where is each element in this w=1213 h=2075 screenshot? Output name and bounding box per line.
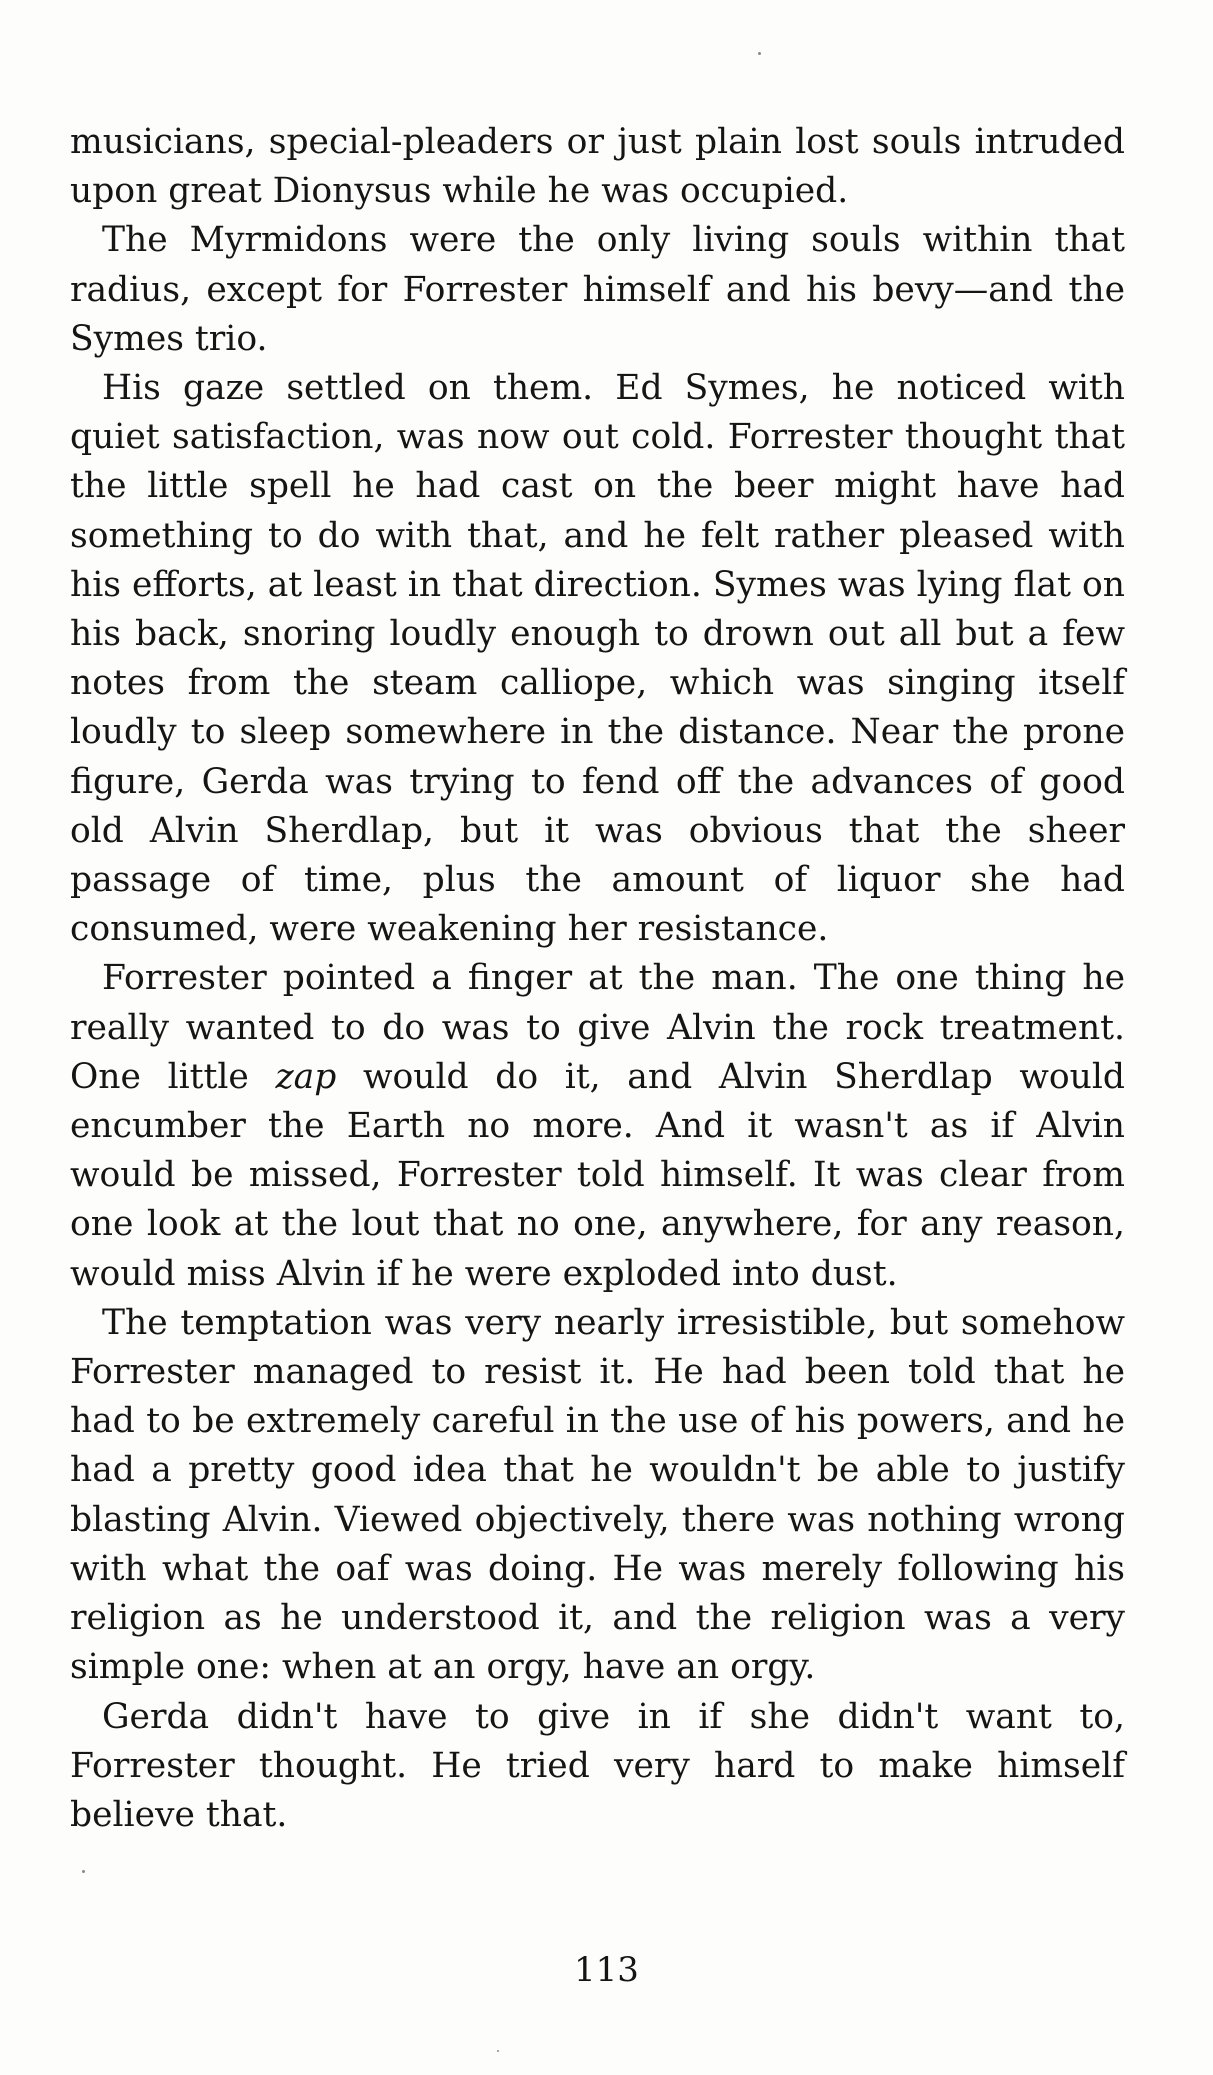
italic-word-zap: zap bbox=[275, 1056, 337, 1097]
paragraph-4-part-1: Forrester pointed a finger at the man. The one thing he really wanted to do was to give Alvin the rock treatment. One little bbox=[70, 958, 1125, 1097]
page-number: 113 bbox=[574, 1950, 639, 1990]
scan-speck bbox=[758, 52, 761, 55]
paragraph-1: musicians, special-pleaders or just plain lost souls intruded upon great Dionysus while he was occupied. bbox=[70, 122, 1125, 212]
paragraph-5: The temptation was very nearly irresistible, but somehow Forrester managed to resist it. He had been told that he had to be extremely careful in the use of his powers, and he had a pretty good idea that he wouldn't be able to justify blasting Alvin. Viewed objectively, there was nothing wrong with what the oaf was doing. He was merely following his religion as he understood it, and the religion was a very simple one: when at an orgy, have an orgy. bbox=[70, 1302, 1125, 1688]
paragraph-6: Gerda didn't have to give in if she didn't want to, Forrester thought. He tried very hard to make himself believe that. bbox=[70, 1696, 1125, 1835]
body-text bbox=[70, 118, 1125, 1840]
scan-speck bbox=[497, 2050, 499, 2052]
paragraph-3: His gaze settled on them. Ed Symes, he noticed with quiet satisfaction, was now out cold. Forrester thought that the little spell he had cast on the beer might have had something to do with that, and he felt rather pleased with his efforts, at least in that direction. Symes was lying flat on his back, snoring loudly enough to drown out all but a few notes from the steam calliope, which was singing itself loudly to sleep somewhere in the distance. Near the prone figure, Gerda was trying to fend off the advances of good old Alvin Sherdlap, but it was obvious that the sheer passage of time, plus the amount of liquor she had consumed, were weakening her resistance. bbox=[70, 368, 1125, 950]
paragraph-4 bbox=[70, 954, 1125, 1298]
paragraph-4-part-2: would do it, and Alvin Sherdlap would encumber the Earth no more. And it wasn't as if Alvin would be missed, Forrester told himself. It was clear from one look at the lout that no one, anywhere, for any reason, would miss Alvin if he were exploded into dust. bbox=[70, 1056, 1125, 1294]
scan-speck bbox=[82, 1870, 85, 1873]
paragraph-2: The Myrmidons were the only living souls within that radius, except for Forrester himself and his bevy—and the Symes trio. bbox=[70, 220, 1125, 359]
